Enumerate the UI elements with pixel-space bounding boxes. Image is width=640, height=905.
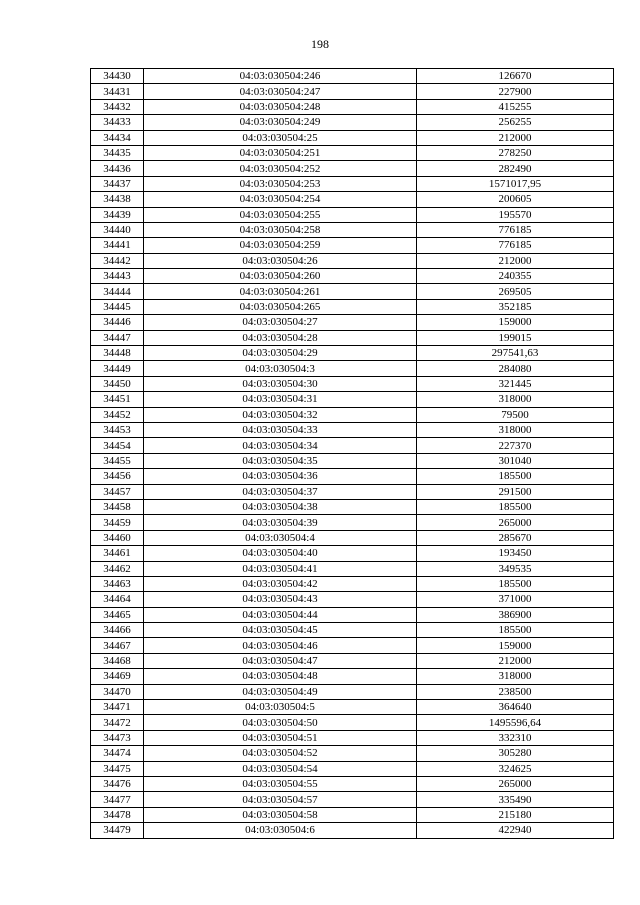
- value-cell: 285670: [417, 530, 614, 545]
- table-row: [91, 546, 614, 561]
- row-number-cell: 34463: [91, 576, 144, 591]
- value-cell: 185500: [417, 576, 614, 591]
- cadastral-number-cell: 04:03:030504:249: [144, 115, 417, 130]
- table-row: [91, 592, 614, 607]
- table-row: [91, 115, 614, 130]
- row-number-cell: 34436: [91, 161, 144, 176]
- table-row: [91, 346, 614, 361]
- row-number-cell: 34455: [91, 453, 144, 468]
- value-cell: 297541,63: [417, 346, 614, 361]
- row-number-cell: 34459: [91, 515, 144, 530]
- table-body: [91, 69, 614, 839]
- cadastral-number-cell: 04:03:030504:251: [144, 145, 417, 160]
- table-row: [91, 684, 614, 699]
- table-row: [91, 761, 614, 776]
- cadastral-number-cell: 04:03:030504:47: [144, 653, 417, 668]
- value-cell: 332310: [417, 730, 614, 745]
- table-row: [91, 576, 614, 591]
- page-number: 198: [311, 37, 329, 51]
- value-cell: 386900: [417, 607, 614, 622]
- cadastral-number-cell: 04:03:030504:50: [144, 715, 417, 730]
- row-number-cell: 34478: [91, 807, 144, 822]
- value-cell: 227370: [417, 438, 614, 453]
- table-row: [91, 607, 614, 622]
- row-number-cell: 34464: [91, 592, 144, 607]
- cadastral-number-cell: 04:03:030504:5: [144, 700, 417, 715]
- table-row: [91, 192, 614, 207]
- cadastral-number-cell: 04:03:030504:45: [144, 623, 417, 638]
- row-number-cell: 34466: [91, 623, 144, 638]
- table-row: [91, 515, 614, 530]
- row-number-cell: 34441: [91, 238, 144, 253]
- table-row: [91, 669, 614, 684]
- table-row: [91, 238, 614, 253]
- cadastral-number-cell: 04:03:030504:54: [144, 761, 417, 776]
- value-cell: 185500: [417, 469, 614, 484]
- value-cell: 199015: [417, 330, 614, 345]
- table-row: [91, 299, 614, 314]
- table-row: [91, 161, 614, 176]
- cadastral-number-cell: 04:03:030504:26: [144, 253, 417, 268]
- table-row: [91, 823, 614, 838]
- row-number-cell: 34472: [91, 715, 144, 730]
- table-row: [91, 700, 614, 715]
- cadastral-number-cell: 04:03:030504:40: [144, 546, 417, 561]
- row-number-cell: 34479: [91, 823, 144, 838]
- cadastre-value-table: [90, 68, 614, 839]
- value-cell: 371000: [417, 592, 614, 607]
- value-cell: 282490: [417, 161, 614, 176]
- row-number-cell: 34468: [91, 653, 144, 668]
- row-number-cell: 34433: [91, 115, 144, 130]
- row-number-cell: 34452: [91, 407, 144, 422]
- cadastral-number-cell: 04:03:030504:258: [144, 222, 417, 237]
- value-cell: 349535: [417, 561, 614, 576]
- value-cell: 159000: [417, 638, 614, 653]
- value-cell: 265000: [417, 515, 614, 530]
- value-cell: 318000: [417, 669, 614, 684]
- row-number-cell: 34462: [91, 561, 144, 576]
- cadastral-number-cell: 04:03:030504:253: [144, 176, 417, 191]
- cadastral-number-cell: 04:03:030504:261: [144, 284, 417, 299]
- row-number-cell: 34445: [91, 299, 144, 314]
- table-row: [91, 145, 614, 160]
- value-cell: 301040: [417, 453, 614, 468]
- table-row: [91, 99, 614, 114]
- value-cell: 335490: [417, 792, 614, 807]
- table-row: [91, 530, 614, 545]
- table-row: [91, 623, 614, 638]
- table-row: [91, 807, 614, 822]
- table-row: [91, 69, 614, 84]
- cadastral-number-cell: 04:03:030504:44: [144, 607, 417, 622]
- row-number-cell: 34460: [91, 530, 144, 545]
- cadastral-number-cell: 04:03:030504:49: [144, 684, 417, 699]
- row-number-cell: 34475: [91, 761, 144, 776]
- table-row: [91, 222, 614, 237]
- cadastral-number-cell: 04:03:030504:46: [144, 638, 417, 653]
- row-number-cell: 34439: [91, 207, 144, 222]
- table-row: [91, 653, 614, 668]
- value-cell: 185500: [417, 499, 614, 514]
- cadastral-number-cell: 04:03:030504:25: [144, 130, 417, 145]
- value-cell: 126670: [417, 69, 614, 84]
- table-row: [91, 207, 614, 222]
- cadastral-number-cell: 04:03:030504:4: [144, 530, 417, 545]
- row-number-cell: 34461: [91, 546, 144, 561]
- table-row: [91, 776, 614, 791]
- cadastral-number-cell: 04:03:030504:55: [144, 776, 417, 791]
- cadastral-number-cell: 04:03:030504:29: [144, 346, 417, 361]
- value-cell: 284080: [417, 361, 614, 376]
- cadastral-number-cell: 04:03:030504:39: [144, 515, 417, 530]
- value-cell: 185500: [417, 623, 614, 638]
- row-number-cell: 34434: [91, 130, 144, 145]
- table-row: [91, 284, 614, 299]
- table-row: [91, 269, 614, 284]
- cadastral-number-cell: 04:03:030504:41: [144, 561, 417, 576]
- cadastral-number-cell: 04:03:030504:34: [144, 438, 417, 453]
- row-number-cell: 34432: [91, 99, 144, 114]
- value-cell: 212000: [417, 653, 614, 668]
- cadastral-number-cell: 04:03:030504:246: [144, 69, 417, 84]
- cadastral-number-cell: 04:03:030504:27: [144, 315, 417, 330]
- value-cell: 422940: [417, 823, 614, 838]
- value-cell: 321445: [417, 376, 614, 391]
- value-cell: 79500: [417, 407, 614, 422]
- row-number-cell: 34446: [91, 315, 144, 330]
- value-cell: 318000: [417, 422, 614, 437]
- table-row: [91, 330, 614, 345]
- row-number-cell: 34450: [91, 376, 144, 391]
- row-number-cell: 34465: [91, 607, 144, 622]
- value-cell: 1571017,95: [417, 176, 614, 191]
- cadastral-number-cell: 04:03:030504:252: [144, 161, 417, 176]
- value-cell: 227900: [417, 84, 614, 99]
- row-number-cell: 34449: [91, 361, 144, 376]
- row-number-cell: 34477: [91, 792, 144, 807]
- row-number-cell: 34435: [91, 145, 144, 160]
- value-cell: 238500: [417, 684, 614, 699]
- row-number-cell: 34473: [91, 730, 144, 745]
- cadastral-number-cell: 04:03:030504:48: [144, 669, 417, 684]
- row-number-cell: 34437: [91, 176, 144, 191]
- row-number-cell: 34453: [91, 422, 144, 437]
- row-number-cell: 34443: [91, 269, 144, 284]
- row-number-cell: 34451: [91, 392, 144, 407]
- row-number-cell: 34444: [91, 284, 144, 299]
- value-cell: 200605: [417, 192, 614, 207]
- cadastral-number-cell: 04:03:030504:33: [144, 422, 417, 437]
- row-number-cell: 34469: [91, 669, 144, 684]
- value-cell: 195570: [417, 207, 614, 222]
- table-row: [91, 253, 614, 268]
- row-number-cell: 34447: [91, 330, 144, 345]
- cadastral-number-cell: 04:03:030504:52: [144, 746, 417, 761]
- cadastral-number-cell: 04:03:030504:247: [144, 84, 417, 99]
- cadastral-number-cell: 04:03:030504:31: [144, 392, 417, 407]
- table-row: [91, 315, 614, 330]
- table-row: [91, 746, 614, 761]
- table-row: [91, 392, 614, 407]
- table-row: [91, 499, 614, 514]
- table-row: [91, 453, 614, 468]
- cadastral-number-cell: 04:03:030504:259: [144, 238, 417, 253]
- row-number-cell: 34448: [91, 346, 144, 361]
- value-cell: 212000: [417, 253, 614, 268]
- table-row: [91, 422, 614, 437]
- value-cell: 265000: [417, 776, 614, 791]
- table-row: [91, 361, 614, 376]
- row-number-cell: 34476: [91, 776, 144, 791]
- value-cell: 159000: [417, 315, 614, 330]
- value-cell: 278250: [417, 145, 614, 160]
- table-row: [91, 438, 614, 453]
- table-row: [91, 715, 614, 730]
- cadastral-number-cell: 04:03:030504:38: [144, 499, 417, 514]
- value-cell: 212000: [417, 130, 614, 145]
- value-cell: 256255: [417, 115, 614, 130]
- row-number-cell: 34440: [91, 222, 144, 237]
- cadastral-number-cell: 04:03:030504:28: [144, 330, 417, 345]
- row-number-cell: 34470: [91, 684, 144, 699]
- cadastral-number-cell: 04:03:030504:58: [144, 807, 417, 822]
- table-row: [91, 176, 614, 191]
- value-cell: 215180: [417, 807, 614, 822]
- value-cell: 291500: [417, 484, 614, 499]
- value-cell: 305280: [417, 746, 614, 761]
- value-cell: 352185: [417, 299, 614, 314]
- table-row: [91, 484, 614, 499]
- value-cell: 240355: [417, 269, 614, 284]
- value-cell: 364640: [417, 700, 614, 715]
- table-row: [91, 84, 614, 99]
- cadastral-number-cell: 04:03:030504:260: [144, 269, 417, 284]
- cadastral-number-cell: 04:03:030504:36: [144, 469, 417, 484]
- value-cell: 1495596,64: [417, 715, 614, 730]
- table-row: [91, 792, 614, 807]
- row-number-cell: 34430: [91, 69, 144, 84]
- row-number-cell: 34454: [91, 438, 144, 453]
- table-row: [91, 730, 614, 745]
- table-row: [91, 638, 614, 653]
- cadastral-number-cell: 04:03:030504:30: [144, 376, 417, 391]
- cadastral-number-cell: 04:03:030504:254: [144, 192, 417, 207]
- cadastral-number-cell: 04:03:030504:3: [144, 361, 417, 376]
- row-number-cell: 34438: [91, 192, 144, 207]
- row-number-cell: 34456: [91, 469, 144, 484]
- value-cell: 193450: [417, 546, 614, 561]
- row-number-cell: 34442: [91, 253, 144, 268]
- cadastral-number-cell: 04:03:030504:51: [144, 730, 417, 745]
- cadastral-number-cell: 04:03:030504:42: [144, 576, 417, 591]
- row-number-cell: 34431: [91, 84, 144, 99]
- cadastral-number-cell: 04:03:030504:57: [144, 792, 417, 807]
- value-cell: 318000: [417, 392, 614, 407]
- value-cell: 776185: [417, 222, 614, 237]
- row-number-cell: 34458: [91, 499, 144, 514]
- cadastral-number-cell: 04:03:030504:35: [144, 453, 417, 468]
- table-row: [91, 376, 614, 391]
- value-cell: 324625: [417, 761, 614, 776]
- table-row: [91, 407, 614, 422]
- cadastral-number-cell: 04:03:030504:32: [144, 407, 417, 422]
- cadastral-number-cell: 04:03:030504:37: [144, 484, 417, 499]
- table-row: [91, 561, 614, 576]
- row-number-cell: 34471: [91, 700, 144, 715]
- cadastral-number-cell: 04:03:030504:255: [144, 207, 417, 222]
- value-cell: 269505: [417, 284, 614, 299]
- table-row: [91, 469, 614, 484]
- table-row: [91, 130, 614, 145]
- cadastral-number-cell: 04:03:030504:248: [144, 99, 417, 114]
- row-number-cell: 34467: [91, 638, 144, 653]
- row-number-cell: 34457: [91, 484, 144, 499]
- cadastral-number-cell: 04:03:030504:43: [144, 592, 417, 607]
- row-number-cell: 34474: [91, 746, 144, 761]
- value-cell: 776185: [417, 238, 614, 253]
- value-cell: 415255: [417, 99, 614, 114]
- cadastral-number-cell: 04:03:030504:265: [144, 299, 417, 314]
- cadastral-number-cell: 04:03:030504:6: [144, 823, 417, 838]
